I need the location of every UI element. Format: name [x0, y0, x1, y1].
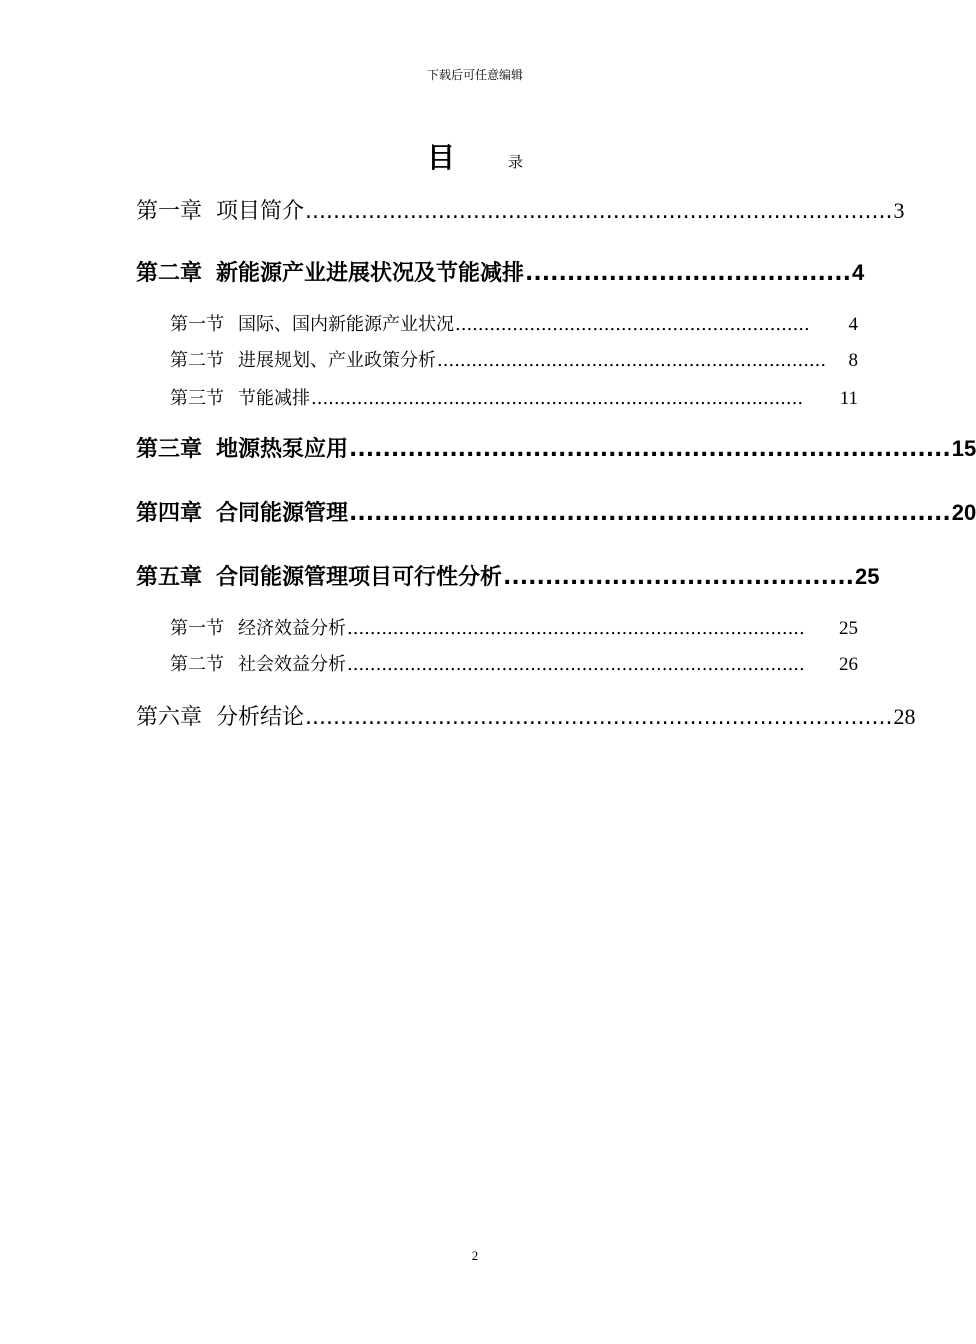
toc-leader-dots: ....................................................................................	[305, 199, 893, 224]
toc-entry-page: 4	[848, 314, 858, 335]
toc-entry-label	[136, 496, 348, 527]
toc-entry-chapter-3[interactable]	[136, 432, 976, 463]
toc-entry-label	[136, 700, 304, 731]
toc-entry-title: 国际、国内新能源产业状况	[238, 314, 454, 335]
toc-entry-label	[136, 194, 304, 225]
toc-entry-number: 第四章	[136, 501, 203, 526]
toc-title	[0, 136, 950, 176]
toc-entry-title: 分析结论	[216, 705, 305, 730]
toc-entry-page: 4	[851, 260, 865, 285]
toc-entry-label	[170, 310, 454, 336]
toc-entry-label	[136, 432, 348, 463]
header-note: 下载后可任意编辑	[426, 68, 523, 82]
toc-entry-section-2-2[interactable]	[170, 346, 858, 372]
toc-entry-title: 经济效益分析	[238, 618, 346, 639]
toc-entry-page: 15	[951, 436, 976, 461]
toc-entry-label	[170, 614, 346, 640]
toc-leader-dots: .......................................	[525, 261, 851, 286]
toc-entry-page: 11	[839, 388, 858, 409]
page-number: 2	[471, 1248, 479, 1263]
toc-leader-dots: ....................................................................................	[305, 705, 893, 730]
toc-entry-title: 节能减排	[238, 388, 310, 409]
toc-entry-chapter-5[interactable]	[136, 560, 880, 591]
toc-entry-section-5-1[interactable]	[170, 614, 858, 640]
toc-entry-label	[170, 384, 310, 410]
toc-entry-number: 第六章	[136, 705, 203, 730]
toc-entry-page: 20	[951, 500, 976, 525]
toc-leader-dots: ..........................................	[503, 565, 855, 590]
toc-entry-page: 28	[893, 704, 916, 729]
toc-entry-number: 第五章	[136, 565, 203, 590]
toc-entry-chapter-6[interactable]	[136, 700, 916, 731]
toc-entry-page: 25	[855, 564, 880, 589]
toc-entry-number: 第三节	[170, 388, 224, 409]
toc-entry-section-2-3[interactable]	[170, 384, 858, 410]
toc-entry-title: 地源热泵应用	[216, 437, 349, 462]
toc-entry-number: 第二章	[136, 261, 203, 286]
toc-title-main: 目	[426, 141, 455, 174]
toc-entry-number: 第一节	[170, 618, 224, 639]
toc-entry-label	[170, 650, 346, 676]
toc-entry-number: 第一节	[170, 314, 224, 335]
toc-entry-label	[136, 256, 524, 287]
toc-leader-dots: ................................................................................	[347, 618, 805, 639]
toc-entry-chapter-1[interactable]	[136, 194, 905, 225]
toc-entry-label	[136, 560, 502, 591]
toc-entry-chapter-2[interactable]	[136, 256, 865, 287]
toc-leader-dots: ....................................................................	[437, 350, 827, 371]
toc-entry-title: 项目简介	[216, 199, 305, 224]
toc-entry-title: 合同能源管理项目可行性分析	[216, 565, 503, 590]
toc-leader-dots: ........................................................................	[349, 501, 951, 526]
toc-leader-dots: ..............................................................	[455, 314, 810, 335]
toc-leader-dots: ................................................................................	[347, 654, 805, 675]
toc-entry-number: 第三章	[136, 437, 203, 462]
toc-entry-page: 25	[839, 618, 858, 639]
toc-leader-dots: ........................................................................	[349, 437, 951, 462]
toc-entry-label	[170, 346, 436, 372]
toc-entry-page: 3	[893, 198, 905, 223]
toc-entry-title: 新能源产业进展状况及节能减排	[216, 261, 525, 286]
toc-leader-dots: ......................................................................................	[311, 388, 804, 409]
toc-entry-title: 社会效益分析	[238, 654, 346, 675]
toc-entry-page: 8	[848, 350, 858, 371]
toc-entry-chapter-4[interactable]	[136, 496, 976, 527]
toc-entry-section-2-1[interactable]	[170, 310, 858, 336]
toc-entry-section-5-2[interactable]	[170, 650, 858, 676]
toc-entry-number: 第二节	[170, 654, 224, 675]
toc-entry-title: 合同能源管理	[216, 501, 349, 526]
toc-entry-number: 第一章	[136, 199, 203, 224]
toc-title-secondary: 录	[508, 153, 524, 171]
toc-entry-title: 进展规划、产业政策分析	[238, 350, 436, 371]
toc-entry-number: 第二节	[170, 350, 224, 371]
toc-entry-page: 26	[839, 654, 858, 675]
